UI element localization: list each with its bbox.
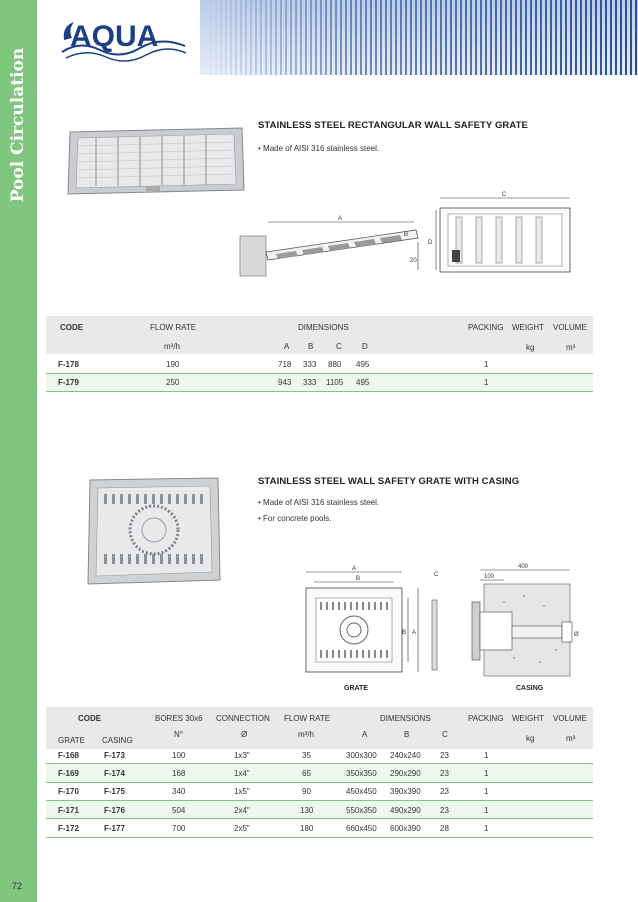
table2-packing: 1 xyxy=(484,806,489,815)
svg-text:400: 400 xyxy=(518,564,529,570)
table2-bores: 700 xyxy=(172,824,186,833)
table2-packing: 1 xyxy=(484,751,489,760)
table2-c: 23 xyxy=(440,751,449,760)
table2-bores: 504 xyxy=(172,806,186,815)
table2-grate: F-169 xyxy=(58,769,79,778)
table2-grate: F-171 xyxy=(58,806,79,815)
section2-bullet: • For concrete pools. xyxy=(258,514,332,523)
table2-unit-weight: kg xyxy=(526,734,535,743)
page-number: 72 xyxy=(12,881,23,891)
svg-text:CASING: CASING xyxy=(516,685,544,692)
aqua-logo xyxy=(60,12,190,70)
table1-flow: 190 xyxy=(166,360,180,369)
table2-c: 23 xyxy=(440,806,449,815)
table1-c: 880 xyxy=(328,360,342,369)
table2-unit-flow: m³/h xyxy=(298,730,314,739)
rectangular-grate-photo xyxy=(66,126,246,196)
svg-text:C: C xyxy=(434,572,439,578)
table2-connection: 1x4" xyxy=(234,769,250,778)
table2-flow: 35 xyxy=(302,751,311,760)
svg-text:B: B xyxy=(356,576,361,582)
sidebar-title: Pool Circulation xyxy=(8,47,28,203)
row-divider xyxy=(46,391,593,392)
table2-a: 300x300 xyxy=(346,751,377,760)
table2-casing: F-175 xyxy=(104,787,125,796)
table2-casing: F-176 xyxy=(104,806,125,815)
row-divider xyxy=(46,837,593,838)
table2-unit-bores: N° xyxy=(174,730,183,739)
table2-a: 660x450 xyxy=(346,824,377,833)
table2-col-code: CODE xyxy=(78,714,102,723)
table2-flow: 180 xyxy=(300,824,314,833)
table1-packing: 1 xyxy=(484,360,489,369)
header-gradient xyxy=(200,0,638,75)
table1-col-dimensions: DIMENSIONS xyxy=(298,323,349,332)
svg-text:A: A xyxy=(412,630,417,636)
table1-code: F-178 xyxy=(58,360,79,369)
table2-a: 550x350 xyxy=(346,806,377,815)
table2-bores: 168 xyxy=(172,769,186,778)
table1-code: F-179 xyxy=(58,378,79,387)
table2-packing: 1 xyxy=(484,787,489,796)
table1-col-packing: PACKING xyxy=(468,323,504,332)
table1-d: 495 xyxy=(356,378,370,387)
svg-text:B: B xyxy=(402,630,407,636)
table1-b: 333 xyxy=(303,360,317,369)
table2-b: 290x290 xyxy=(390,769,421,778)
table2-b: 240x240 xyxy=(390,751,421,760)
table1-unit-b: B xyxy=(308,342,314,351)
table2-flow: 130 xyxy=(300,806,314,815)
table1-unit-volume: m³ xyxy=(566,343,576,352)
svg-text:100: 100 xyxy=(484,574,495,580)
table1-c: 1105 xyxy=(326,378,344,387)
table2-connection: 2x4" xyxy=(234,806,250,815)
svg-text:20: 20 xyxy=(410,258,417,264)
row-band xyxy=(46,374,593,392)
table2-b: 600x390 xyxy=(390,824,421,833)
svg-text:GRATE: GRATE xyxy=(344,685,368,692)
table2-casing: F-177 xyxy=(104,824,125,833)
table1-b: 333 xyxy=(303,378,317,387)
table2-b: 490x290 xyxy=(390,806,421,815)
table2-connection: 1x5" xyxy=(234,787,250,796)
table2-unit-a: A xyxy=(362,730,368,739)
table2-casing: F-173 xyxy=(104,751,125,760)
table2-col-bores: BORES 30x6 xyxy=(155,714,203,723)
table2-packing: 1 xyxy=(484,769,489,778)
table2-bores: 100 xyxy=(172,751,186,760)
table1-col-flow: FLOW RATE xyxy=(150,323,197,332)
table1-unit-d: D xyxy=(362,342,368,351)
table2-flow: 65 xyxy=(302,769,311,778)
row-band xyxy=(46,764,593,782)
table2-a: 350x350 xyxy=(346,769,377,778)
table2-col-weight: WEIGHT xyxy=(512,714,544,723)
svg-text:B: B xyxy=(404,232,409,238)
row-band xyxy=(46,801,593,819)
table2-col-volume: VOLUME xyxy=(553,714,587,723)
table2-c: 23 xyxy=(440,787,449,796)
table2-unit-volume: m³ xyxy=(566,734,576,743)
table1-flow: 250 xyxy=(166,378,180,387)
table2-grate: F-168 xyxy=(58,751,79,760)
square-grate-photo xyxy=(84,476,224,586)
table2-a: 450x450 xyxy=(346,787,377,796)
table2-unit-connection: Ø xyxy=(241,730,248,739)
rectangular-grate-front-drawing xyxy=(426,188,578,278)
table2-grate: F-170 xyxy=(58,787,79,796)
svg-text:A: A xyxy=(352,566,357,572)
table1-packing: 1 xyxy=(484,378,489,387)
table1-col-code: CODE xyxy=(60,323,84,332)
table1-a: 943 xyxy=(278,378,292,387)
section2-title: STAINLESS STEEL WALL SAFETY GRATE WITH CASING xyxy=(258,476,520,487)
svg-text:Ø: Ø xyxy=(574,632,579,638)
table2-packing: 1 xyxy=(484,824,489,833)
table2-col-connection: CONNECTION xyxy=(216,714,270,723)
table2-col-packing: PACKING xyxy=(468,714,504,723)
table2-bores: 340 xyxy=(172,787,186,796)
grate-front-drawing xyxy=(298,562,450,692)
table1-unit-c: C xyxy=(336,342,342,351)
table2-connection: 2x5" xyxy=(234,824,250,833)
table2-c: 23 xyxy=(440,769,449,778)
table2-connection: 1x3" xyxy=(234,751,250,760)
table2-unit-c: C xyxy=(442,730,448,739)
table2-col-dimensions: DIMENSIONS xyxy=(380,714,431,723)
table1-unit-weight: kg xyxy=(526,343,535,352)
row-divider xyxy=(46,818,593,819)
table2-unit-b: B xyxy=(404,730,410,739)
table1-unit-a: A xyxy=(284,342,290,351)
table1-col-volume: VOLUME xyxy=(553,323,587,332)
table2-col-flow: FLOW RATE xyxy=(284,714,331,723)
table1-col-weight: WEIGHT xyxy=(512,323,544,332)
table2-flow: 90 xyxy=(302,787,311,796)
svg-text:C: C xyxy=(502,192,507,198)
table1-a: 718 xyxy=(278,360,292,369)
section1-title: STAINLESS STEEL RECTANGULAR WALL SAFETY GRATE xyxy=(258,120,528,131)
casing-section-drawing xyxy=(464,562,582,692)
table2-unit-casing: CASING xyxy=(102,736,133,745)
table2-grate: F-172 xyxy=(58,824,79,833)
table1-header xyxy=(46,316,593,354)
section2-bullet: • Made of AISI 316 stainless steel. xyxy=(258,498,380,507)
table2-casing: F-174 xyxy=(104,769,125,778)
table1-unit-flow: m³/h xyxy=(164,342,180,351)
table2-b: 390x390 xyxy=(390,787,421,796)
row-divider xyxy=(46,782,593,783)
table2-unit-grate: GRATE xyxy=(58,736,85,745)
svg-text:AQUA: AQUA xyxy=(70,20,159,53)
table1-d: 495 xyxy=(356,360,370,369)
svg-text:D: D xyxy=(428,240,433,246)
svg-text:A: A xyxy=(338,216,343,222)
section1-bullet: • Made of AISI 316 stainless steel. xyxy=(258,144,380,153)
table2-c: 28 xyxy=(440,824,449,833)
rectangular-grate-side-drawing xyxy=(236,212,426,280)
